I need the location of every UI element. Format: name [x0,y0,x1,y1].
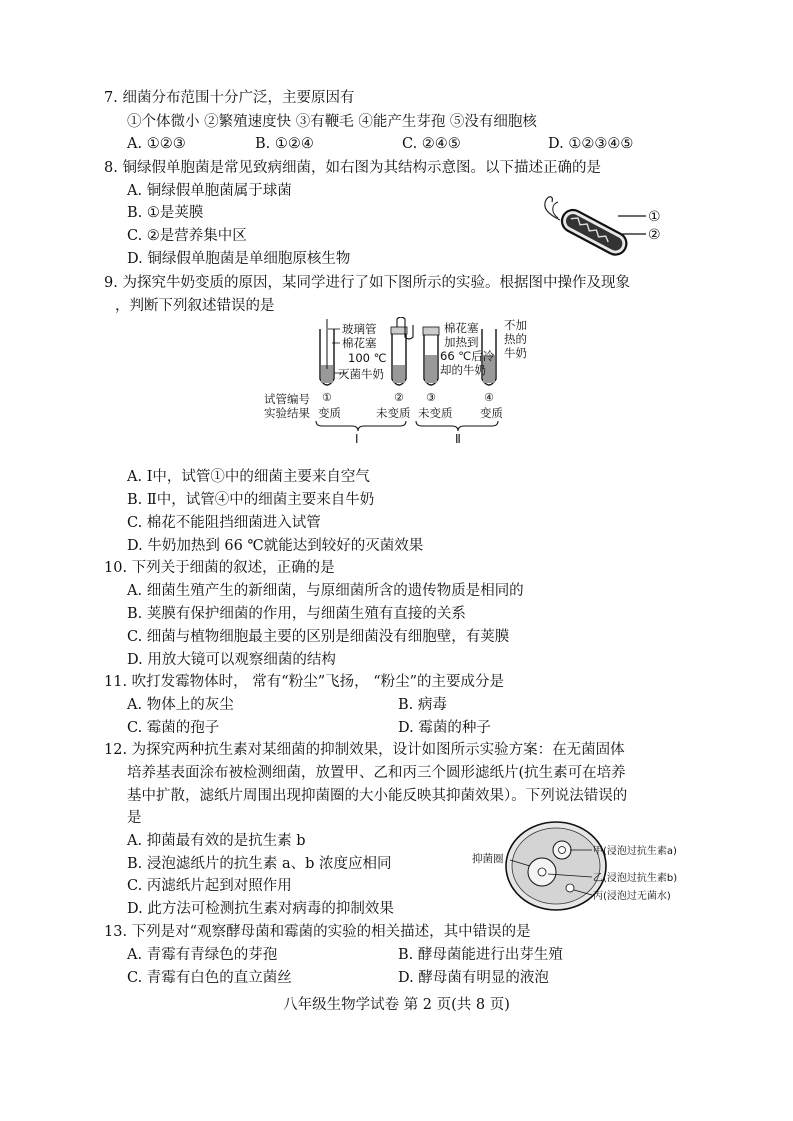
label-unheated-2: 热的 [504,332,527,346]
group-label-1: Ⅰ [355,432,359,445]
label-yi: 乙(浸泡过抗生素b) [593,873,678,884]
label-jia: 甲(浸泡过抗生素a) [593,846,677,857]
q9-option-a: A. Ⅰ中，试管①中的细菌主要来自空气 [127,469,370,485]
q8-option-d: D. 铜绿假单胞菌是单细胞原核生物 [127,251,351,267]
label-unheated-1: 不加 [504,318,527,332]
q9-option-d: D. 牛奶加热到 66 ℃就能达到较好的灭菌效果 [127,538,424,554]
q13-stem: 13. 下列是对“观察酵母菌和霉菌的实验的相关描述，其中错误的是 [104,924,531,940]
q9-stem-line2: ，判断下列叙述错误的是 [115,298,275,314]
q9-option-b: B. Ⅱ中，试管④中的细菌主要来自牛奶 [127,492,375,508]
q13-option-d: D. 酵母菌有明显的液泡 [398,970,549,986]
q10-option-a: A. 细菌生殖产生的新细菌，与原细菌所含的遗传物质是相同的 [127,583,524,599]
q8-option-a: A. 铜绿假单胞菌属于球菌 [127,183,292,199]
q9-stem-line1: 9. 为探究牛奶变质的原因，某同学进行了如下图所示的实验。根据图中操作及现象 [104,275,630,291]
q12-stem-line4: 是 [127,810,142,826]
group-label-2: Ⅱ [455,432,461,445]
filter-paper-bing [566,884,574,892]
label-66c-cooled: 66 ℃后冷 [440,349,495,363]
label-heat-to: 加热到 [444,335,479,349]
tube-number-3: ③ [426,391,436,404]
result-1: 变质 [318,406,341,420]
q7-option-a: A. ①②③ [127,136,186,152]
test-tube-3 [423,327,439,385]
figure-label-2: ② [648,227,661,243]
tube-number-2: ② [394,391,404,404]
tube-number-4: ④ [484,391,494,404]
q11-option-b: B. 病毒 [398,697,447,713]
q10-stem: 10. 下列关于细菌的叙述，正确的是 [104,560,335,576]
label-cotton-plug-2: 棉花塞 [444,321,479,335]
test-tube-2 [391,317,413,385]
q13-option-c: C. 青霉有白色的直立菌丝 [127,970,292,986]
q9-option-c: C. 棉花不能阻挡细菌进入试管 [127,515,321,531]
flagellum [545,197,560,220]
q10-option-c: C. 细菌与植物细胞最主要的区别是细菌没有细胞壁，有荚膜 [127,629,510,645]
q7-items: ①个体微小 ②繁殖速度快 ③有鞭毛 ④能产生芽孢 ⑤没有细胞核 [127,114,537,130]
page-footer: 八年级生物学试卷 第 2 页(共 8 页) [283,997,510,1013]
label-glass-tube: 玻璃管 [342,322,377,336]
filter-paper-yi [538,868,546,876]
label-tube-number: 试管编号 [264,392,310,406]
q11-option-d: D. 霉菌的种子 [398,720,491,736]
bacterium-figure [530,190,670,262]
q12-stem-line2: 培养基表面涂布被检测细菌，放置甲、乙和丙三个圆形滤纸片(抗生素可在培养 [127,765,626,781]
q8-option-b: B. ①是荚膜 [127,205,204,221]
q10-option-b: B. 荚膜有保护细菌的作用，与细菌生殖有直接的关系 [127,606,466,622]
q10-option-d: D. 用放大镜可以观察细菌的结构 [127,652,336,668]
q12-option-a: A. 抑菌最有效的是抗生素 b [127,833,306,849]
label-inhibition-zone: 抑菌圈 [472,853,504,865]
brace-group-1 [316,421,406,431]
figure-label-1: ① [648,209,661,225]
q8-option-c: C. ②是营养集中区 [127,228,247,244]
filter-paper-jia [559,847,566,854]
petri-dish-figure [470,820,720,916]
label-bing: 丙(浸泡过无菌水) [593,891,671,902]
milk-experiment-figure [260,317,540,445]
q13-option-a: A. 青霉有青绿色的芽孢 [127,947,278,963]
q12-option-c: C. 丙滤纸片起到对照作用 [127,878,292,894]
label-sterile-milk: 灭菌牛奶 [338,367,384,381]
label-unheated-3: 牛奶 [504,346,527,360]
q12-option-d: D. 此方法可检测抗生素对病毒的抑制效果 [127,901,394,917]
brace-group-2 [416,421,498,431]
label-result: 实验结果 [264,406,310,420]
q8-stem: 8. 铜绿假单胞菌是常见致病细菌，如右图为其结构示意图。以下描述正确的是 [104,160,601,176]
q7-option-c: C. ②④⑤ [402,136,461,152]
q11-stem: 11. 吹打发霉物体时， 常有“粉尘”飞扬， “粉尘”的主要成分是 [104,674,505,690]
label-cotton-plug: 棉花塞 [342,336,377,350]
result-4: 变质 [480,406,503,420]
q12-stem-line1: 12. 为探究两种抗生素对某细菌的抑制效果，设计如图所示实验方案：在无菌固体 [104,742,625,758]
q12-option-b: B. 浸泡滤纸片的抗生素 a、b 浓度应相同 [127,856,392,872]
result-3: 未变质 [418,406,453,420]
tube-number-1: ① [322,391,332,404]
label-cooled-milk: 却的牛奶 [440,363,486,377]
culture-medium [512,828,600,904]
q12-stem-line3: 基中扩散，滤纸片周围出现抑菌圈的大小能反映其抑菌效果）。下列说法错误的 [127,788,628,804]
q11-option-c: C. 霉菌的孢子 [127,720,220,736]
q13-option-b: B. 酵母菌能进行出芽生殖 [398,947,563,963]
label-100c: 100 ℃ [348,351,387,365]
rod-bacterium-body [558,206,630,258]
q7-stem: 7. 细菌分布范围十分广泛，主要原因有 [104,90,355,106]
result-2: 未变质 [376,406,411,420]
q7-option-d: D. ①②③④⑤ [548,136,634,152]
q11-option-a: A. 物体上的灰尘 [127,697,234,713]
q7-option-b: B. ①②④ [255,136,314,152]
